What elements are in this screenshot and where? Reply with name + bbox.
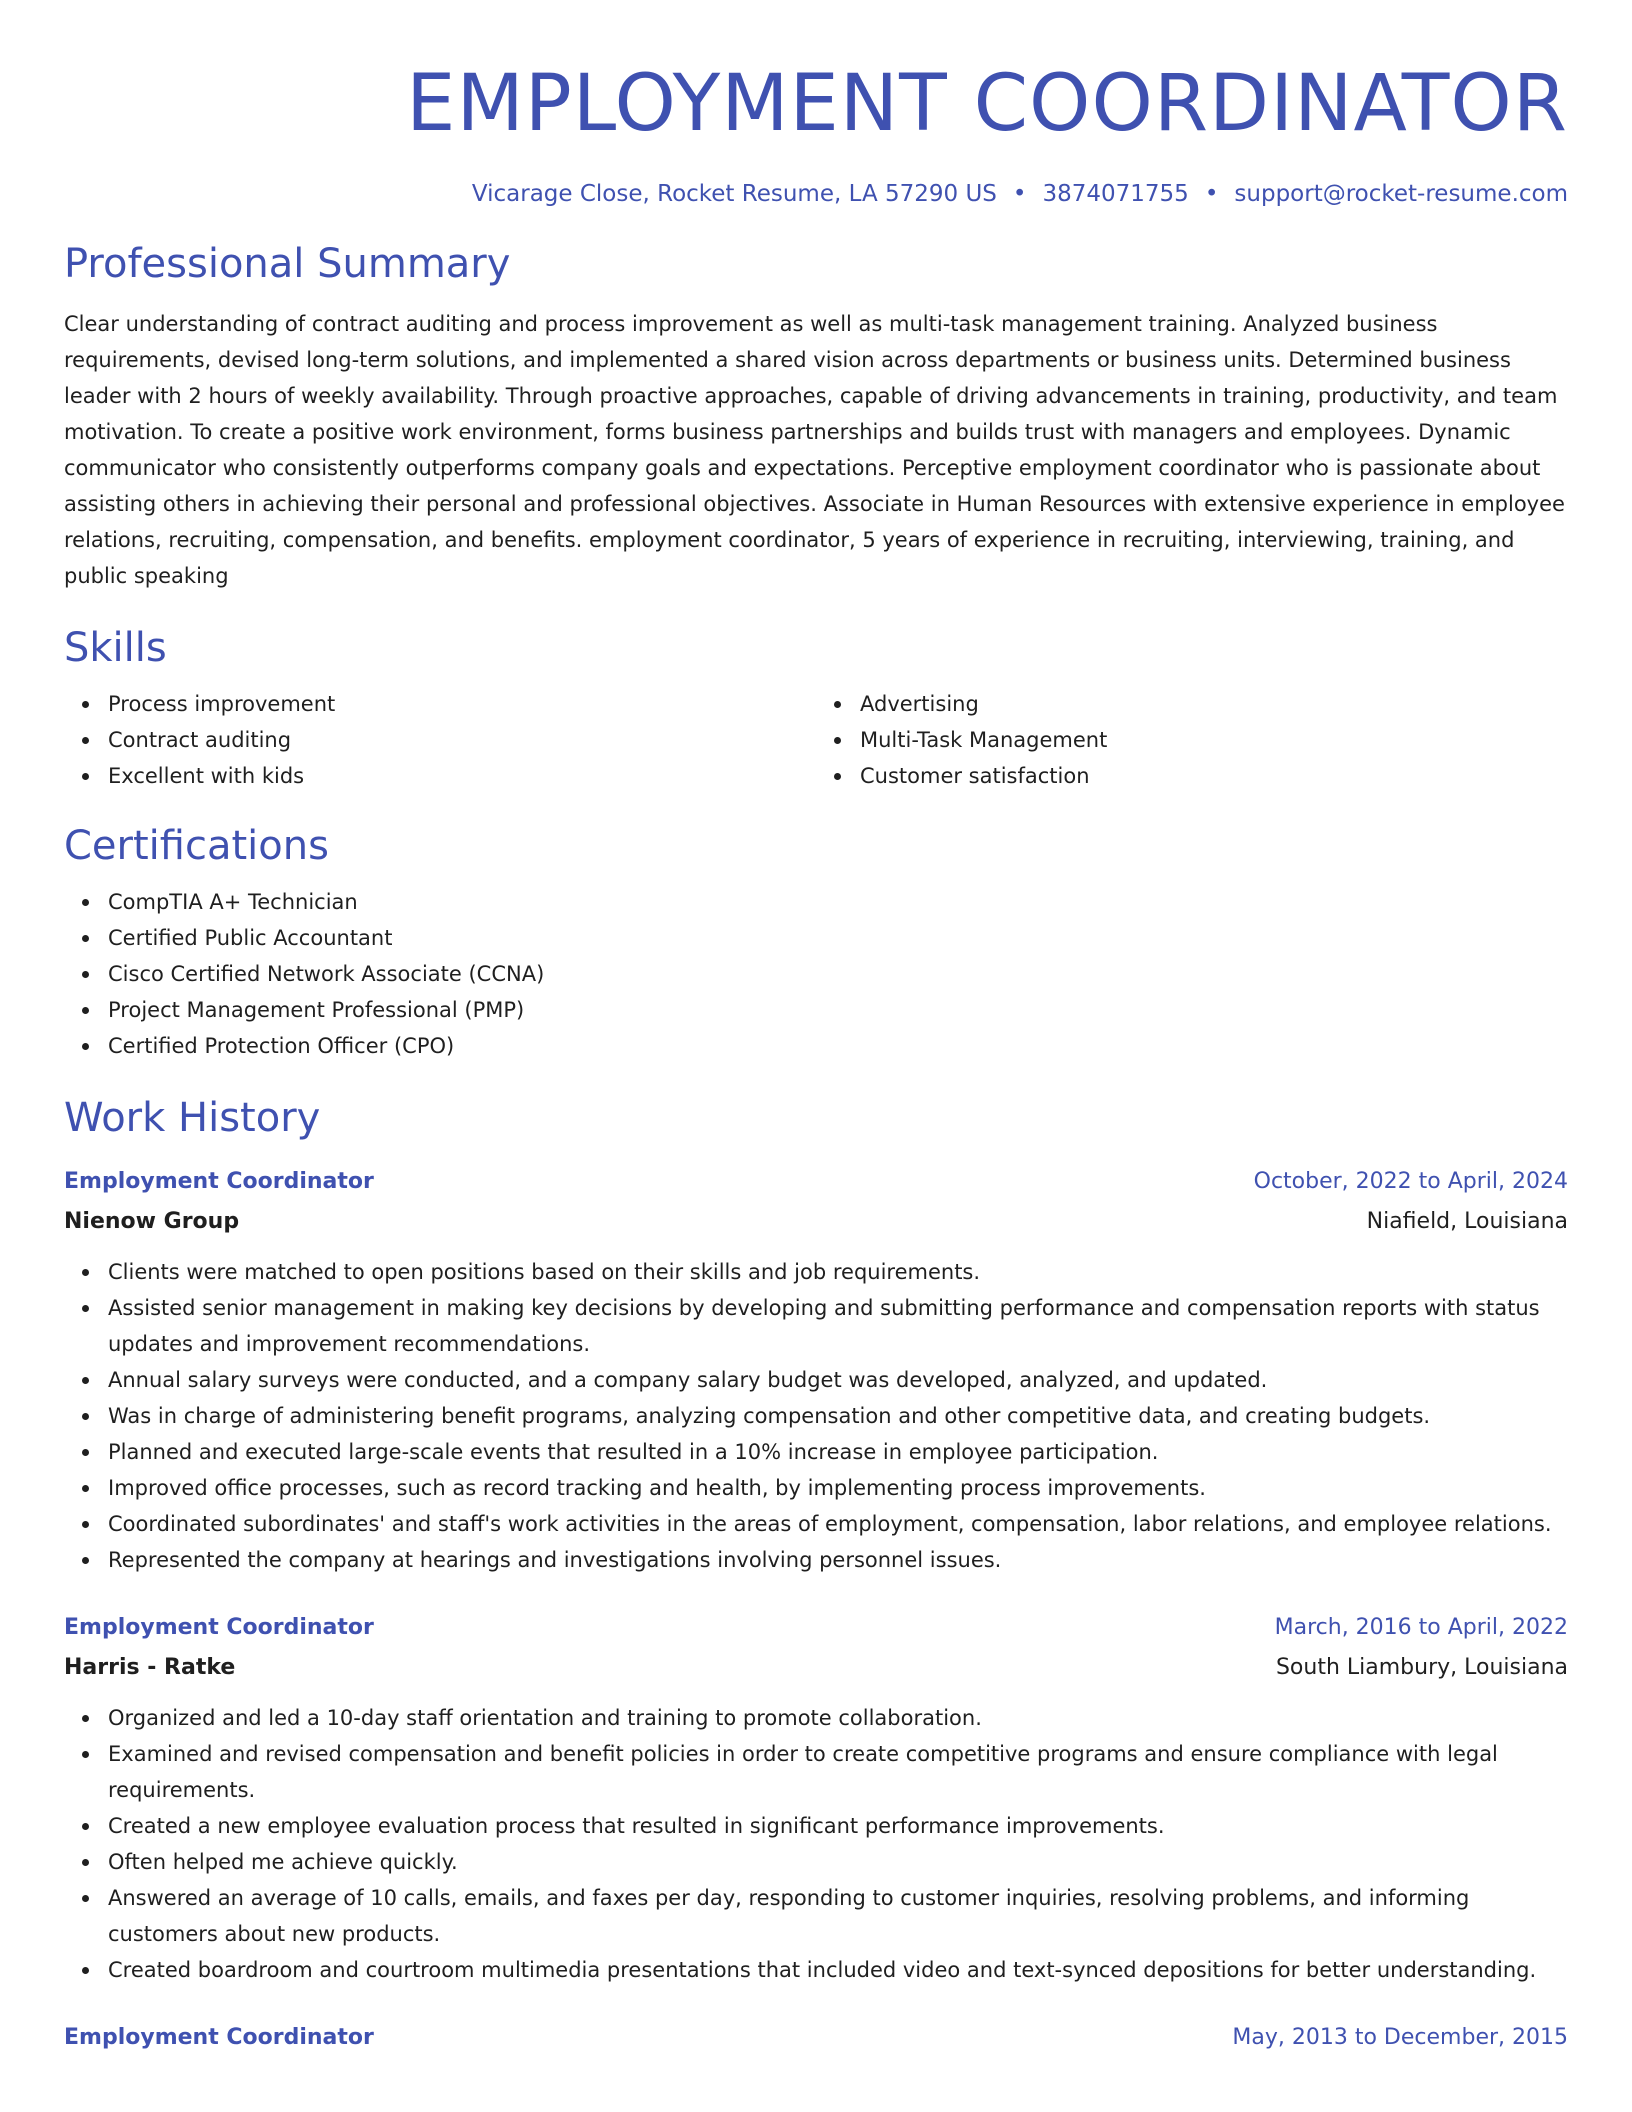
- certification-item: Certified Public Accountant: [108, 920, 1568, 956]
- job-company: Nienow Group: [64, 1209, 240, 1234]
- certification-item: Cisco Certified Network Associate (CCNA): [108, 956, 1568, 992]
- job-entry: [64, 2018, 1568, 2058]
- job-dates: October, 2022 to April, 2024: [1253, 1169, 1568, 1194]
- certifications-section: [64, 820, 1568, 1064]
- job-title: Employment Coordinator: [64, 2025, 374, 2050]
- job-bullet: Improved office processes, such as record tracking and health, by implementing process improvements.: [108, 1470, 1568, 1506]
- job-location: South Liambury, Louisiana: [1275, 1655, 1568, 1680]
- skill-item: Multi-Task Management: [860, 722, 1568, 758]
- job-title-row: [64, 1162, 1568, 1202]
- certification-item: CompTIA A+ Technician: [108, 884, 1568, 920]
- job-company: Harris - Ratke: [64, 1655, 236, 1680]
- job-bullet: Created boardroom and courtroom multimedia presentations that included video and text-synced depositions for better understanding.: [108, 1952, 1568, 1988]
- job-title-row: [64, 1608, 1568, 1648]
- contact-line: [64, 178, 1568, 210]
- job-bullet: Represented the company at hearings and investigations involving personnel issues.: [108, 1542, 1568, 1578]
- skills-heading: Skills: [64, 625, 167, 671]
- skills-list-left: [64, 686, 816, 794]
- job-title-row: [64, 2018, 1568, 2058]
- job-location: Niafield, Louisiana: [1366, 1209, 1568, 1234]
- job-bullet: Assisted senior management in making key decisions by developing and submitting performance and compensation reports with status updates and improvement recommendations.: [108, 1290, 1568, 1362]
- job-entry: [64, 1162, 1568, 1578]
- contact-email: support@rocket-resume.com: [1234, 181, 1568, 207]
- contact-phone: 3874071755: [1042, 181, 1189, 207]
- work-history-heading: Work History: [64, 1095, 321, 1141]
- contact-separator: •: [1012, 181, 1027, 207]
- job-bullet: Often helped me achieve quickly.: [108, 1844, 1568, 1880]
- summary-section: [64, 238, 1568, 594]
- summary-text: Clear understanding of contract auditing and process improvement as well as multi-task management training. Analyzed business requirements, devised long-term solutions, and implemented a shared vision across departments or business units. Determined business leader with 2 hours of weekly availability. Through proactive approaches, capable of driving advancements in training, productivity, and team motivation. To create a positive work environment, forms business partnerships and builds trust with managers and employees. Dynamic communicator who consistently outperforms company goals and expectations. Perceptive employment coordinator who is passionate about assisting others in achieving their personal and professional objectives. Associate in Human Resources with extensive experience in employee relations, recruiting, compensation, and benefits. employment coordinator, 5 years of experience in recruiting, interviewing, training, and public speaking: [64, 312, 1565, 588]
- skills-columns: [64, 686, 1568, 794]
- job-dates: May, 2013 to December, 2015: [1232, 2025, 1568, 2050]
- summary-heading: Professional Summary: [64, 241, 511, 287]
- job-company-row: [64, 1648, 1568, 1688]
- contact-separator: •: [1204, 181, 1219, 207]
- skill-item: Customer satisfaction: [860, 758, 1568, 794]
- skill-item: Contract auditing: [108, 722, 816, 758]
- skills-list-right: [816, 686, 1568, 794]
- work-history-section: [64, 1092, 1568, 2058]
- certifications-heading: Certifications: [64, 823, 329, 869]
- job-bullet: Planned and executed large-scale events that resulted in a 10% increase in employee participation.: [108, 1434, 1568, 1470]
- certification-item: Certified Protection Officer (CPO): [108, 1028, 1568, 1064]
- job-bullet: Clients were matched to open positions based on their skills and job requirements.: [108, 1254, 1568, 1290]
- job-bullet: Created a new employee evaluation process that resulted in significant performance improvements.: [108, 1808, 1568, 1844]
- job-bullet: Examined and revised compensation and benefit policies in order to create competitive programs and ensure compliance with legal requirements.: [108, 1736, 1568, 1808]
- resume-name: EMPLOYMENT COORDINATOR: [406, 59, 1568, 149]
- job-company-row: [64, 1202, 1568, 1242]
- skill-item: Advertising: [860, 686, 1568, 722]
- job-bullet: Annual salary surveys were conducted, and a company salary budget was developed, analyzed, and updated.: [108, 1362, 1568, 1398]
- job-bullets: [64, 1254, 1568, 1578]
- skill-item: Process improvement: [108, 686, 816, 722]
- job-bullet: Answered an average of 10 calls, emails, and faxes per day, responding to customer inquiries, resolving problems, and informing customers about new products.: [108, 1880, 1568, 1952]
- certification-item: Project Management Professional (PMP): [108, 992, 1568, 1028]
- job-bullet: Organized and led a 10-day staff orientation and training to promote collaboration.: [108, 1700, 1568, 1736]
- job-bullets: [64, 1700, 1568, 1988]
- skill-item: Excellent with kids: [108, 758, 816, 794]
- job-title: Employment Coordinator: [64, 1169, 374, 1194]
- job-bullet: Coordinated subordinates' and staff's work activities in the areas of employment, compensation, labor relations, and employee relations.: [108, 1506, 1568, 1542]
- job-title: Employment Coordinator: [64, 1615, 374, 1640]
- resume-page: [64, 0, 1568, 2058]
- job-bullet: Was in charge of administering benefit programs, analyzing compensation and other competitive data, and creating budgets.: [108, 1398, 1568, 1434]
- skills-section: [64, 622, 1568, 794]
- contact-address: Vicarage Close, Rocket Resume, LA 57290 US: [471, 181, 997, 207]
- job-entry: [64, 1608, 1568, 1988]
- certifications-list: [64, 884, 1568, 1064]
- job-dates: March, 2016 to April, 2022: [1274, 1615, 1568, 1640]
